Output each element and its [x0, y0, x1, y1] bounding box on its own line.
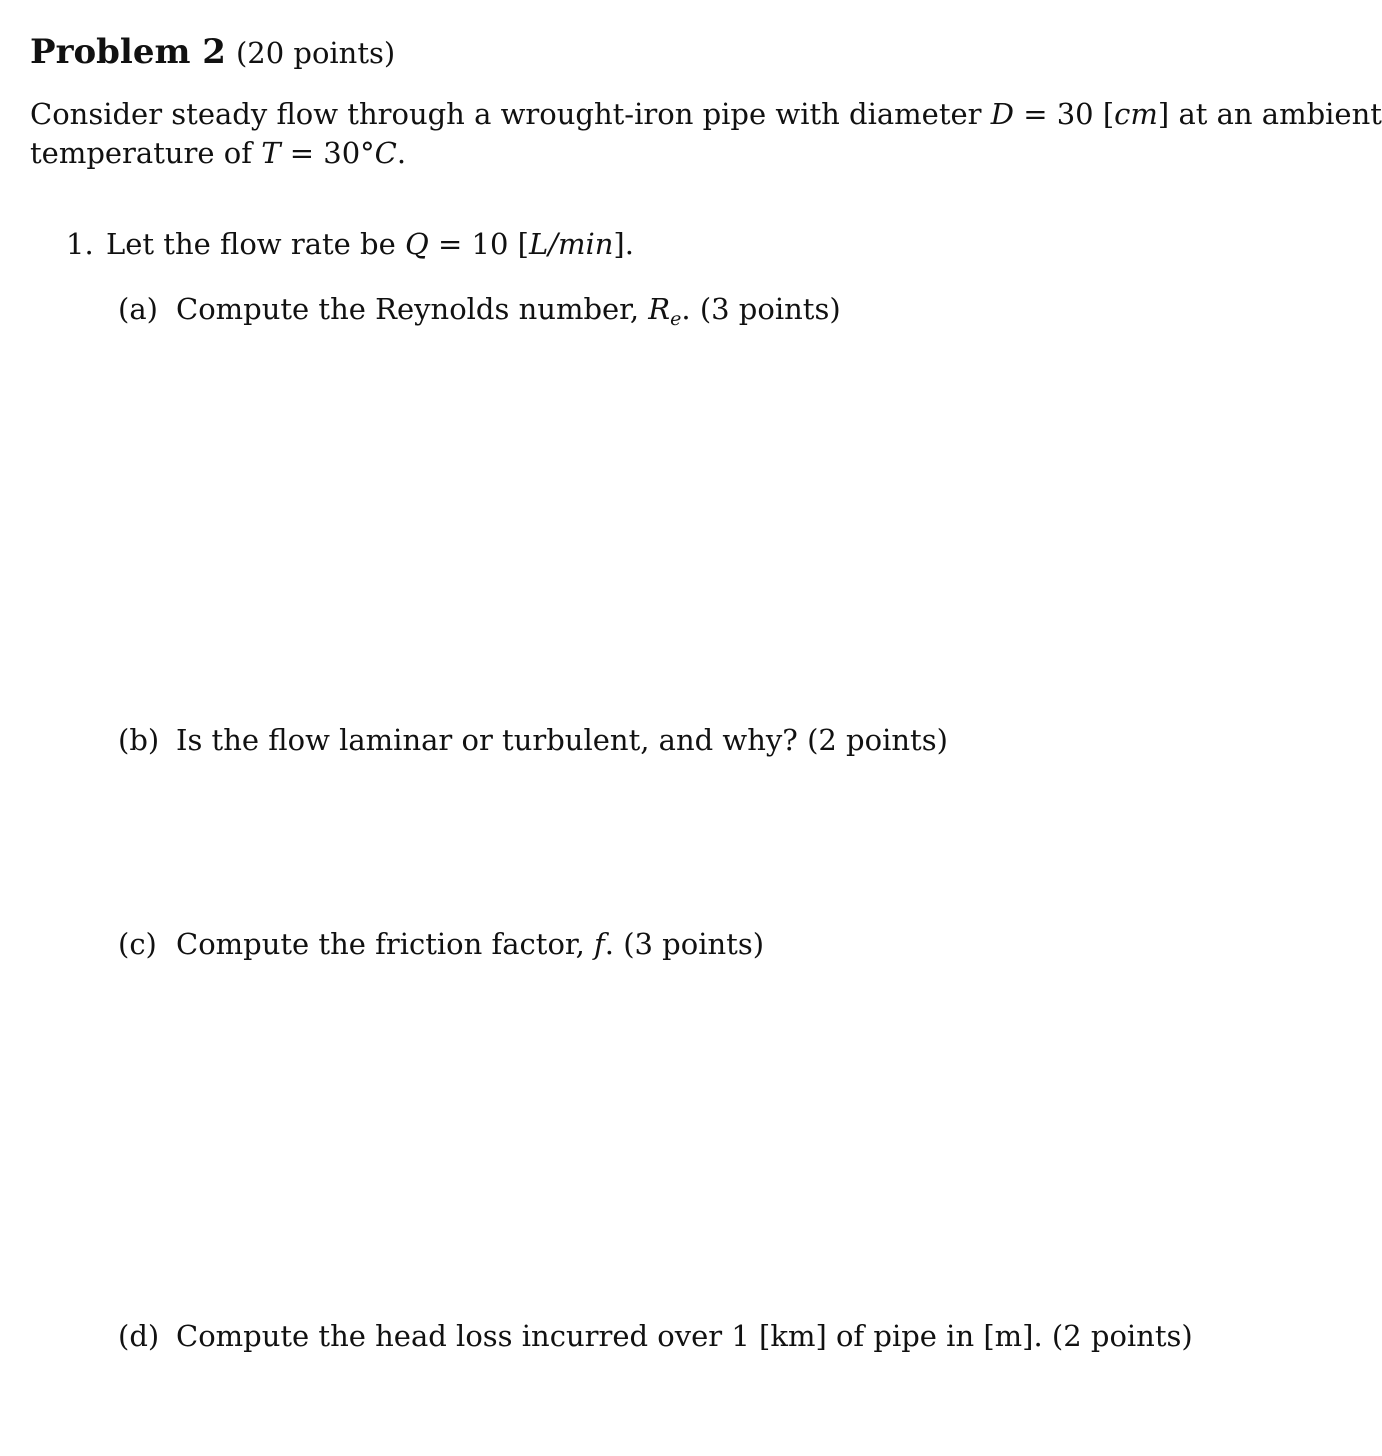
problem-heading [30, 34, 395, 71]
temperature-unit: C [374, 136, 397, 170]
diameter-value: = 30 [ [1013, 97, 1115, 131]
question-number: 1. [66, 227, 94, 261]
subquestion-label: (b) [118, 723, 160, 757]
diameter-variable: D [990, 97, 1014, 131]
problem-points: (20 points) [235, 36, 396, 70]
subquestion-text: Compute the Reynolds number, [176, 292, 649, 326]
subquestion-c [118, 926, 764, 962]
reynolds-subscript: e [670, 308, 682, 330]
question-text-end: ]. [613, 227, 634, 261]
subquestion-points: . (3 points) [681, 292, 841, 326]
temperature-variable: T [261, 136, 281, 170]
temperature-value: = 30° [280, 136, 375, 170]
question-1 [66, 226, 634, 262]
subquestion-text: Is the flow laminar or turbulent, and why? (2 points) [176, 723, 948, 757]
subquestion-text: Compute the head loss incurred over 1 [km] of pipe in [m]. (2 points) [176, 1319, 1193, 1353]
subquestion-points: . (3 points) [604, 927, 765, 961]
intro-line-1 [30, 96, 1382, 132]
subquestion-b [118, 722, 948, 758]
intro-text: Consider steady flow through a wrought-iron pipe with diameter [30, 97, 991, 131]
flow-rate-value: = 10 [ [428, 227, 529, 261]
subquestion-label: (c) [118, 927, 157, 961]
intro-line-2 [30, 135, 406, 171]
intro-text: temperature of [30, 136, 262, 170]
intro-period: . [396, 136, 407, 170]
flow-rate-unit: L/min [528, 227, 614, 261]
question-text: Let the flow rate be [106, 227, 405, 261]
subquestion-text: Compute the friction factor, [176, 927, 595, 961]
reynolds-variable: R [648, 292, 671, 326]
friction-variable: f [594, 927, 605, 961]
flow-rate-variable: Q [404, 227, 429, 261]
subquestion-label: (d) [118, 1319, 160, 1353]
subquestion-d [118, 1318, 1193, 1354]
subquestion-label: (a) [118, 292, 158, 326]
problem-title: Problem 2 [30, 32, 226, 72]
diameter-unit: cm [1114, 97, 1158, 131]
subquestion-a [118, 291, 841, 330]
intro-text-end: ] at an ambient [1157, 97, 1382, 131]
